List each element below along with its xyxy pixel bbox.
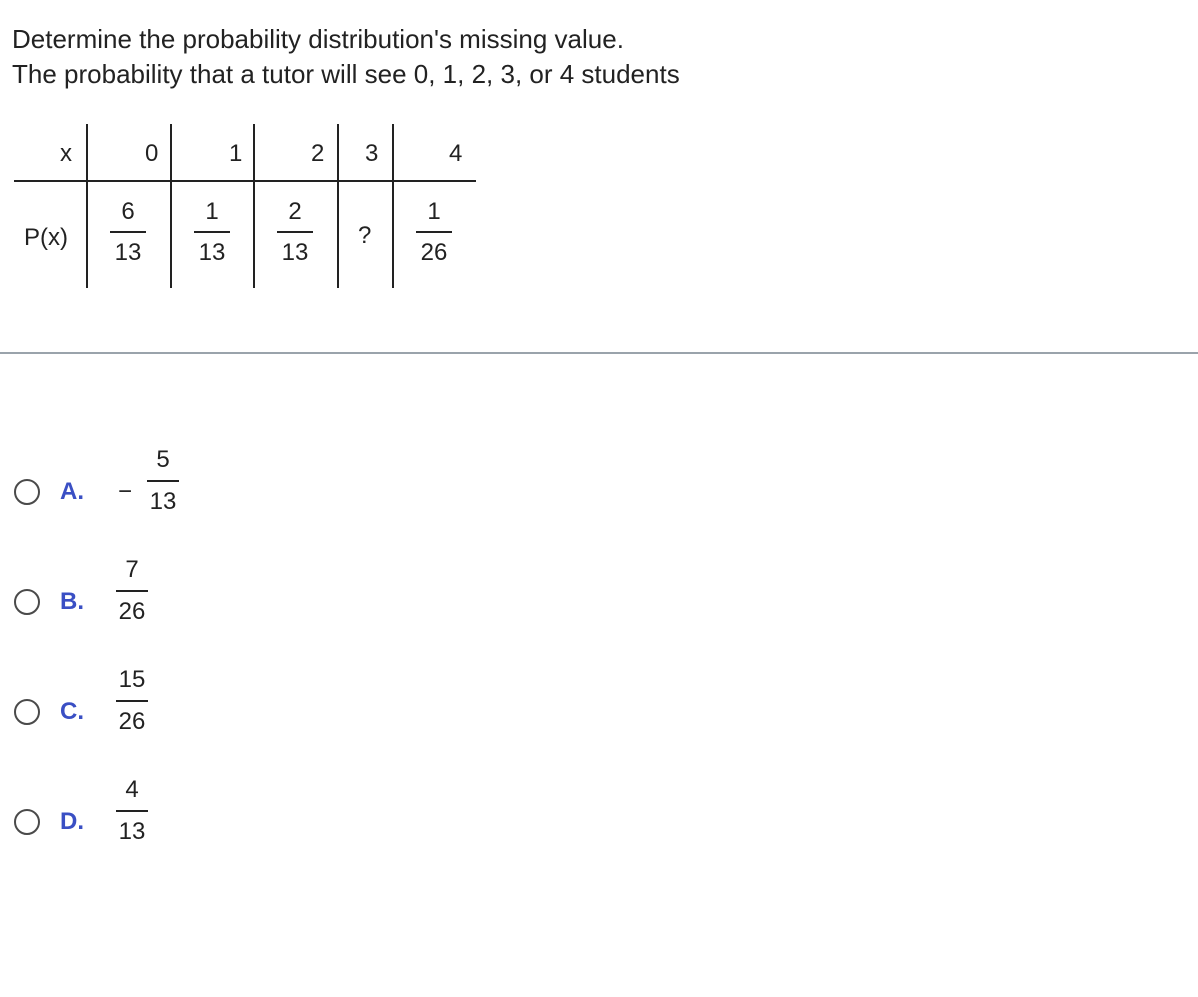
fraction-numerator: 1 — [205, 198, 219, 225]
x-value-cell: 1 — [229, 140, 243, 167]
fraction-bar — [416, 231, 452, 233]
radio-button-b[interactable] — [14, 589, 40, 615]
fraction-denominator: 13 — [281, 239, 309, 266]
fraction-bar — [194, 231, 230, 233]
fraction-denominator: 13 — [198, 239, 226, 266]
option-b[interactable] — [14, 556, 314, 646]
radio-button-c[interactable] — [14, 699, 40, 725]
fraction-denominator: 13 — [118, 818, 146, 845]
radio-button-a[interactable] — [14, 479, 40, 505]
missing-value: ? — [358, 222, 372, 249]
fraction-bar — [116, 810, 148, 812]
section-divider — [0, 352, 1198, 354]
table-divider — [86, 124, 88, 288]
option-letter: B. — [60, 588, 84, 615]
table-divider — [253, 124, 255, 288]
option-fraction — [107, 556, 157, 626]
distribution-table — [0, 0, 1198, 300]
option-a[interactable] — [14, 446, 314, 536]
option-letter: D. — [60, 808, 84, 835]
probability-fraction — [98, 198, 158, 267]
probability-fraction — [265, 198, 325, 267]
fraction-numerator: 1 — [427, 198, 441, 225]
negative-sign: − — [118, 478, 133, 505]
fraction-numerator: 15 — [118, 666, 146, 693]
fraction-denominator: 26 — [420, 239, 448, 266]
x-header: x — [60, 140, 72, 167]
fraction-denominator: 26 — [118, 598, 146, 625]
probability-fraction — [182, 198, 242, 267]
question-line-2: The probability that a tutor will see 0, 1, 2, 3, or 4 students — [12, 59, 680, 89]
option-fraction — [107, 776, 157, 846]
radio-button-d[interactable] — [14, 809, 40, 835]
table-divider — [170, 124, 172, 288]
option-letter: C. — [60, 698, 84, 725]
option-letter: A. — [60, 478, 84, 505]
table-header-rule — [14, 180, 476, 182]
fraction-bar — [110, 231, 146, 233]
option-fraction — [138, 446, 188, 516]
table-divider — [337, 124, 339, 288]
question-line-1: Determine the probability distribution's missing value. — [12, 24, 624, 54]
x-value-cell: 3 — [365, 140, 379, 167]
fraction-numerator: 6 — [121, 198, 135, 225]
probability-fraction — [404, 198, 464, 267]
fraction-numerator: 7 — [125, 556, 139, 583]
fraction-bar — [116, 590, 148, 592]
x-value-cell: 0 — [145, 140, 159, 167]
fraction-bar — [277, 231, 313, 233]
fraction-bar — [147, 480, 179, 482]
fraction-bar — [116, 700, 148, 702]
option-d[interactable] — [14, 776, 314, 866]
fraction-denominator: 13 — [114, 239, 142, 266]
x-value-cell: 4 — [449, 140, 463, 167]
x-value-cell: 2 — [311, 140, 325, 167]
px-header: P(x) — [24, 224, 68, 251]
fraction-numerator: 4 — [125, 776, 139, 803]
fraction-numerator: 5 — [156, 446, 170, 473]
option-c[interactable] — [14, 666, 314, 756]
option-fraction — [107, 666, 157, 736]
fraction-denominator: 13 — [149, 488, 177, 515]
fraction-denominator: 26 — [118, 708, 146, 735]
table-divider — [392, 124, 394, 288]
fraction-numerator: 2 — [288, 198, 302, 225]
